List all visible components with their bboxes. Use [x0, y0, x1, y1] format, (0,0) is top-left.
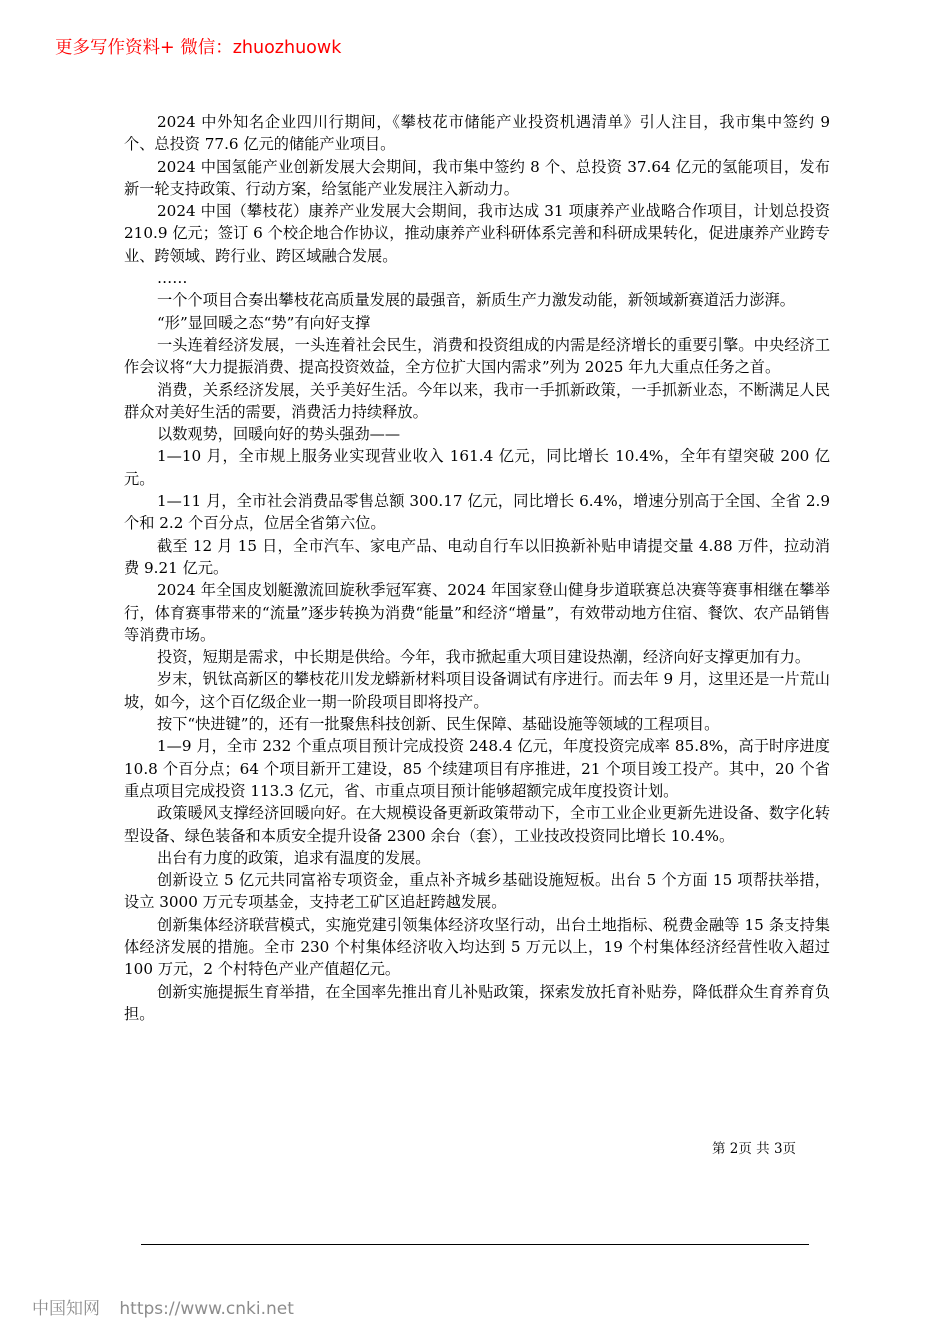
- paragraph: 1—9 月，全市 232 个重点项目预计完成投资 248.4 亿元，年度投资完成率 85.8%，高于时序进度 10.8 个百分点；64 个项目新开工建设，85 个续建项目有序推进，21 个项目竣工投产。其中，20 个省重点项目完成投资 113.3 亿元，省、市重点项目预计能够超额完成年度投资计划。: [124, 737, 830, 800]
- paragraph: 2024 年全国皮划艇激流回旋秋季冠军赛、2024 年国家登山健身步道联赛总决赛等赛事相继在攀举行，体育赛事带来的“流量”逐步转换为消费“能量”和经济“增量”，有效带动地方住宿、餐饮、农产品销售等消费市场。: [124, 581, 830, 644]
- paragraph: 以数观势，回暖向好的势头强劲——: [157, 425, 400, 444]
- paragraph: 出台有力度的政策，追求有温度的发展。: [157, 848, 431, 867]
- paragraph: 创新集体经济联营模式，实施党建引领集体经济攻坚行动，出台土地指标、税费金融等 15 条支持集体经济发展的措施。全市 230 个村集体经济收入均达到 5 万元以上，19 个村集体经济经营性收入超过 100 万元，2 个村特色产业产值超亿元。: [124, 915, 830, 979]
- paragraph: 一个个项目合奏出攀枝花高质量发展的最强音，新质生产力激发动能，新领域新赛道活力澎湃。: [157, 291, 795, 310]
- paragraph: 按下“快进键”的，还有一批聚焦科技创新、民生保障、基础设施等领域的工程项目。: [157, 715, 720, 734]
- paragraph: 岁末，钒钛高新区的攀枝花川发龙蟒新材料项目设备调试有序进行。而去年 9 月，这里还是一片荒山坡，如今，这个百亿级企业一期一阶段项目即将投产。: [124, 670, 830, 711]
- article-body: [124, 111, 830, 1025]
- contact-banner: 更多写作资料+ 微信：zhuozhuowk: [55, 38, 342, 58]
- cnki-watermark: [32, 1294, 294, 1319]
- watermark-url[interactable]: https://www.cnki.net: [119, 1299, 294, 1319]
- paragraph: 2024 中国（攀枝花）康养产业发展大会期间，我市达成 31 项康养产业战略合作项目，计划总投资 210.9 亿元；签订 6 个校企地合作协议，推动康养产业科研体系完善和科研成果转化，促进康养产业跨专业、跨领域、跨行业、跨区域融合发展。: [124, 202, 830, 265]
- paragraph: 1—10 月，全市规上服务业实现营业收入 161.4 亿元，同比增长 10.4%，全年有望突破 200 亿元。: [124, 447, 830, 488]
- paragraph: 创新设立 5 亿元共同富裕专项资金，重点补齐城乡基础设施短板。出台 5 个方面 15 项帮扶举措，设立 3000 万元专项基金，支持老工矿区追赶跨越发展。: [124, 871, 830, 912]
- paragraph: 截至 12 月 15 日，全市汽车、家电产品、电动自行车以旧换新补贴申请提交量 4.88 万件，拉动消费 9.21 亿元。: [124, 536, 830, 577]
- page-number: 第 2页 共 3页: [712, 1141, 797, 1157]
- paragraph: 消费，关系经济发展，关乎美好生活。今年以来，我市一手抓新政策，一手抓新业态，不断满足人民群众对美好生活的需要，消费活力持续释放。: [124, 380, 830, 421]
- footer-divider: [141, 1244, 809, 1245]
- watermark-brand: 中国知网: [32, 1299, 100, 1319]
- paragraph: 政策暖风支撑经济回暖向好。在大规模设备更新政策带动下，全市工业企业更新先进设备、数字化转型设备、绿色装备和本质安全提升设备 2300 余台（套），工业技改投资同比增长 10.4%。: [124, 804, 830, 845]
- paragraph: 2024 中国氢能产业创新发展大会期间，我市集中签约 8 个、总投资 37.64 亿元的氢能项目，发布新一轮支持政策、行动方案，给氢能产业发展注入新动力。: [124, 157, 830, 198]
- paragraph: 一头连着经济发展，一头连着社会民生，消费和投资组成的内需是经济增长的重要引擎。中央经济工作会议将“大力提振消费、提高投资效益，全方位扩大国内需求”列为 2025 年九大重点任务之首。: [124, 335, 830, 377]
- paragraph: ……: [157, 269, 188, 288]
- paragraph: 1—11 月，全市社会消费品零售总额 300.17 亿元，同比增长 6.4%，增速分别高于全国、全省 2.9 个和 2.2 个百分点，位居全省第六位。: [124, 492, 830, 533]
- paragraph: 2024 中外知名企业四川行期间，《攀枝花市储能产业投资机遇清单》引人注目，我市集中签约 9 个、总投资 77.6 亿元的储能产业项目。: [124, 113, 830, 154]
- paragraph: 创新实施提振生育举措，在全国率先推出育儿补贴政策，探索发放托育补贴券，降低群众生育养育负担。: [124, 982, 830, 1023]
- section-heading: “形”显回暖之态“势”有向好支撑: [157, 313, 371, 332]
- paragraph: 投资，短期是需求，中长期是供给。今年，我市掀起重大项目建设热潮，经济向好支撑更加有力。: [157, 648, 811, 667]
